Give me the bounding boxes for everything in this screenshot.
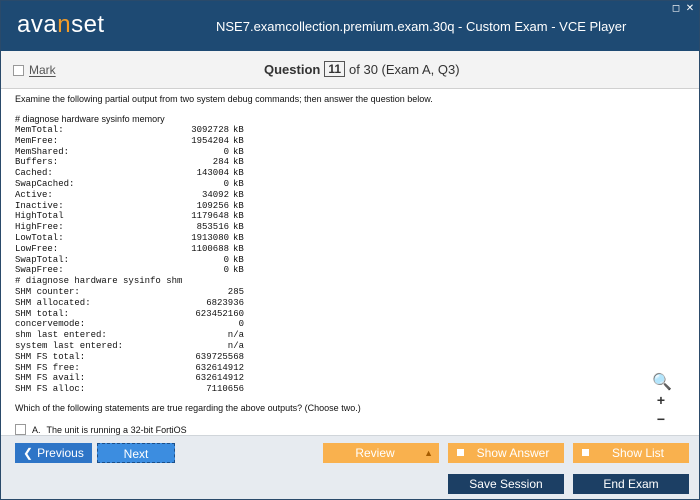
shm-key: SHM FS alloc: <box>15 384 86 395</box>
memory-value: 1954204 <box>191 135 229 146</box>
memory-key: SwapTotal: <box>15 254 70 265</box>
shm-row <box>15 298 244 309</box>
review-button[interactable] <box>323 443 439 463</box>
memory-value: 284 <box>212 157 229 168</box>
memory-key: HighFree: <box>15 222 64 233</box>
memory-unit: kB <box>233 189 244 200</box>
memory-row <box>15 147 245 158</box>
memory-value: 109256 <box>196 200 229 211</box>
restore-icon[interactable]: ◻ <box>671 3 681 14</box>
shm-value: 632614912 <box>195 373 244 384</box>
memory-unit: kB <box>233 222 244 233</box>
memory-unit: kB <box>233 211 244 222</box>
memory-unit: kB <box>233 243 244 254</box>
shm-value: 7110656 <box>206 384 244 395</box>
memory-row <box>15 244 245 255</box>
command-memory: # diagnose hardware sysinfo memory <box>15 114 165 124</box>
memory-row <box>15 190 245 201</box>
memory-key: LowTotal: <box>15 232 64 243</box>
memory-row <box>15 222 245 233</box>
mark-checkbox[interactable] <box>13 63 56 77</box>
question-number-indicator <box>264 61 460 77</box>
memory-row <box>15 136 245 147</box>
end-exam-label: End Exam <box>603 477 659 491</box>
shm-row <box>15 384 244 395</box>
memory-key: SwapCached: <box>15 178 75 189</box>
option-a[interactable] <box>15 424 187 435</box>
shm-row <box>15 330 244 341</box>
memory-value: 0 <box>223 254 229 265</box>
memory-value: 143004 <box>196 168 229 179</box>
memory-value: 34092 <box>201 189 229 200</box>
shm-row <box>15 341 244 352</box>
question-content <box>1 89 699 435</box>
shm-row <box>15 352 244 363</box>
shm-row <box>15 287 244 298</box>
memory-unit: kB <box>233 254 244 265</box>
show-list-label: Show List <box>611 446 665 460</box>
next-button[interactable] <box>97 443 175 463</box>
question-header <box>1 51 699 89</box>
memory-row <box>15 211 245 222</box>
shm-key: SHM FS total: <box>15 351 86 362</box>
mark-label: Mark <box>29 63 56 77</box>
shm-key: SHM counter: <box>15 287 80 297</box>
shm-value: 623452160 <box>195 308 244 319</box>
memory-row <box>15 168 245 179</box>
memory-key: Active: <box>15 189 53 200</box>
command-shm: # diagnose hardware sysinfo shm <box>15 276 183 286</box>
mark-checkbox-box[interactable] <box>13 65 24 76</box>
memory-value: 1913080 <box>191 232 229 243</box>
memory-value: 853516 <box>196 222 229 233</box>
zoom-out-button[interactable]: − <box>652 410 670 428</box>
option-a-letter: A. <box>32 424 41 435</box>
shm-key: shm last entered: <box>15 330 107 341</box>
shm-value: 285 <box>227 287 244 297</box>
shm-row <box>15 309 244 320</box>
shm-key: SHM total: <box>15 308 70 319</box>
bottom-toolbar <box>1 435 699 499</box>
memory-key: MemShared: <box>15 146 70 157</box>
memory-value: 0 <box>223 178 229 189</box>
question-text: Which of the following statements are true regarding the above outputs? (Choose two.) <box>15 403 361 413</box>
previous-label: Previous <box>37 446 84 460</box>
shm-key: SHM FS avail: <box>15 373 86 384</box>
memory-key: HighTotal <box>15 211 64 222</box>
memory-key: MemFree: <box>15 135 59 146</box>
show-answer-label: Show Answer <box>476 446 550 460</box>
memory-row <box>15 233 245 244</box>
option-a-text: The unit is running a 32-bit FortiOS <box>46 424 187 435</box>
save-session-button[interactable] <box>448 474 564 494</box>
question-label: Question <box>264 61 321 77</box>
memory-row <box>15 255 245 266</box>
memory-unit: kB <box>233 265 244 276</box>
question-number-box[interactable]: 11 <box>324 61 345 77</box>
close-icon[interactable]: ✕ <box>685 3 695 14</box>
title-bar <box>1 1 699 51</box>
next-label: Next <box>123 447 149 461</box>
show-list-checkbox[interactable] <box>581 448 590 457</box>
memory-key: LowFree: <box>15 243 59 254</box>
memory-row <box>15 157 245 168</box>
memory-value: 1179648 <box>191 211 229 222</box>
show-list-button[interactable] <box>573 443 689 463</box>
end-exam-button[interactable] <box>573 474 689 494</box>
memory-unit: kB <box>233 135 244 146</box>
shm-value: 6823936 <box>206 297 244 308</box>
review-label: Review <box>355 446 395 460</box>
shm-value: 639725568 <box>195 351 244 362</box>
zoom-in-button[interactable]: + <box>652 391 670 409</box>
caret-up-icon: ▲ <box>424 448 433 458</box>
shm-key: SHM allocated: <box>15 297 91 308</box>
previous-button[interactable] <box>15 443 92 463</box>
magnifier-icon: 🔍 <box>652 374 672 391</box>
memory-key: Buffers: <box>15 157 59 168</box>
memory-value: 3092728 <box>191 125 229 135</box>
question-intro: Examine the following partial output from two system debug commands; then answer the question below. <box>15 94 433 104</box>
memory-output <box>15 125 245 276</box>
memory-unit: kB <box>233 178 244 189</box>
shm-value: n/a <box>227 330 244 341</box>
shm-key: SHM FS free: <box>15 362 80 373</box>
question-total: of 30 (Exam A, Q3) <box>349 61 460 77</box>
memory-unit: kB <box>233 232 244 243</box>
shm-row <box>15 373 244 384</box>
memory-value: 0 <box>223 265 229 276</box>
shm-value: 632614912 <box>195 362 244 373</box>
window-title: NSE7.examcollection.premium.exam.30q - Custom Exam - VCE Player <box>216 19 627 34</box>
memory-value: 0 <box>223 146 229 157</box>
memory-key: SwapFree: <box>15 265 64 276</box>
memory-row <box>15 125 245 136</box>
shm-key: system last entered: <box>15 340 124 351</box>
memory-unit: kB <box>233 125 244 135</box>
save-session-label: Save Session <box>469 477 543 491</box>
shm-row <box>15 319 244 330</box>
window-controls <box>671 4 695 14</box>
memory-unit: kB <box>233 200 244 211</box>
shm-value: 0 <box>238 319 244 330</box>
shm-key: concervemode: <box>15 319 86 330</box>
shm-output <box>15 287 244 395</box>
chevron-left-icon: ❮ <box>23 446 34 460</box>
avanset-logo: avanset <box>17 11 105 38</box>
show-answer-button[interactable] <box>448 443 564 463</box>
memory-row <box>15 201 245 212</box>
show-answer-checkbox[interactable] <box>456 448 465 457</box>
memory-value: 1100688 <box>191 243 229 254</box>
memory-unit: kB <box>233 168 244 179</box>
memory-key: Inactive: <box>15 200 64 211</box>
shm-row <box>15 363 244 374</box>
memory-unit: kB <box>233 157 244 168</box>
memory-key: Cached: <box>15 168 53 179</box>
memory-row <box>15 179 245 190</box>
shm-value: n/a <box>227 340 244 351</box>
memory-key: MemTotal: <box>15 125 64 135</box>
option-a-checkbox[interactable] <box>15 424 26 435</box>
memory-unit: kB <box>233 146 244 157</box>
memory-row <box>15 265 245 276</box>
